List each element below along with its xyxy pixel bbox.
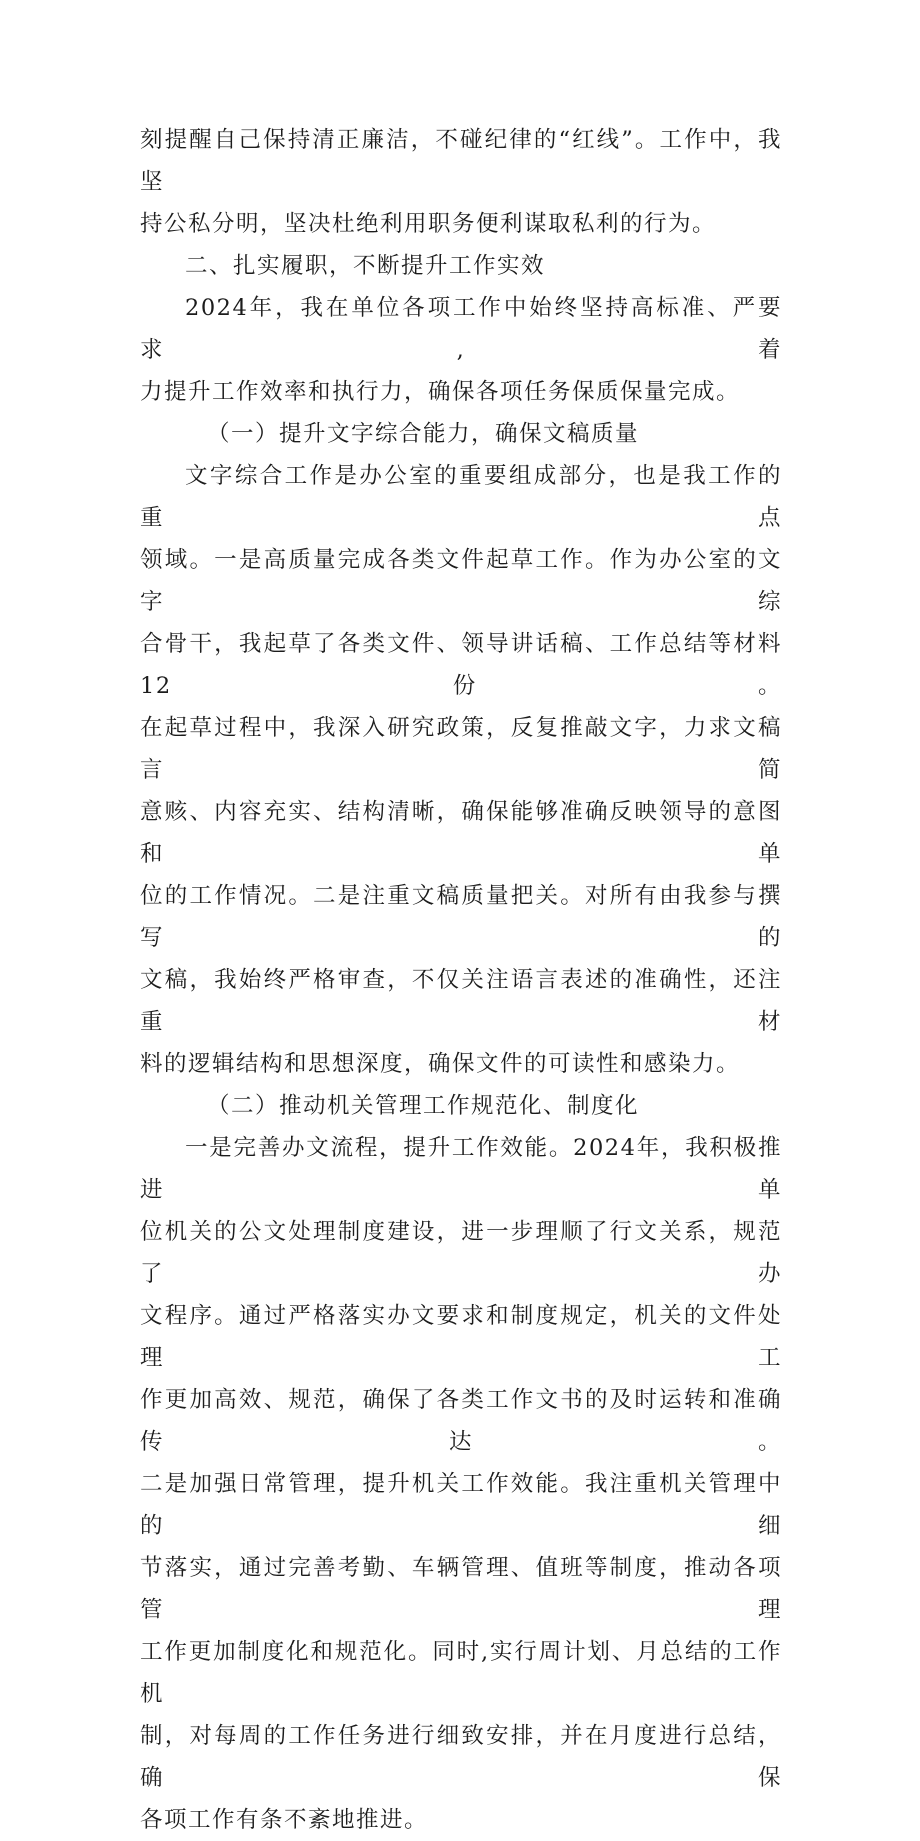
body-paragraph: [140, 1127, 782, 1841]
text-line: 在起草过程中，我深入研究政策，反复推敲文字，力求文稿言简: [140, 715, 782, 783]
section-heading: [140, 245, 782, 287]
subsection-heading: [140, 1085, 782, 1127]
text-line: 2024年，我在单位各项工作中始终坚持高标准、严要求,着: [140, 295, 782, 363]
subsection-heading-text: （二）推动机关管理工作规范化、制度化: [207, 1093, 640, 1119]
document-body: [140, 119, 782, 1841]
text-line: 位机关的公文处理制度建设，进一步理顺了行文关系，规范了办: [140, 1219, 782, 1287]
text-line: 意赅、内容充实、结构清晰，确保能够准确反映领导的意图和单: [140, 799, 782, 867]
subsection-heading-text: （一）提升文字综合能力，确保文稿质量: [207, 421, 640, 447]
text-line: 各项工作有条不紊地推进。: [140, 1807, 429, 1833]
text-line: 二是加强日常管理，提升机关工作效能。我注重机关管理中的细: [140, 1471, 782, 1539]
text-line: 料的逻辑结构和思想深度，确保文件的可读性和感染力。: [140, 1051, 741, 1077]
text-line: 刻提醒自己保持清正廉洁，不碰纪律的“红线”。工作中，我坚: [140, 127, 782, 195]
text-line: 节落实，通过完善考勤、车辆管理、值班等制度，推动各项管理: [140, 1555, 782, 1623]
text-line: 工作更加制度化和规范化。同时,实行周计划、月总结的工作机: [140, 1639, 782, 1707]
text-line: 文程序。通过严格落实办文要求和制度规定，机关的文件处理工: [140, 1303, 782, 1371]
subsection-heading: [140, 413, 782, 455]
section-heading-text: 二、扎实履职，不断提升工作实效: [185, 253, 546, 279]
body-paragraph: [140, 455, 782, 1085]
text-line: 作更加高效、规范，确保了各类工作文书的及时运转和准确传达。: [140, 1387, 782, 1455]
text-line: 文字综合工作是办公室的重要组成部分，也是我工作的重点: [140, 463, 782, 531]
text-line: 位的工作情况。二是注重文稿质量把关。对所有由我参与撰写的: [140, 883, 782, 951]
continuation-paragraph: [140, 119, 782, 245]
text-line: 领域。一是高质量完成各类文件起草工作。作为办公室的文字综: [140, 547, 782, 615]
body-paragraph: [140, 287, 782, 413]
text-line: 文稿，我始终严格审查，不仅关注语言表述的准确性，还注重材: [140, 967, 782, 1035]
text-line: 力提升工作效率和执行力，确保各项任务保质保量完成。: [140, 379, 741, 405]
text-line: 一是完善办文流程，提升工作效能。2024年，我积极推进单: [140, 1135, 782, 1203]
text-line: 持公私分明，坚决杜绝利用职务便利谋取私利的行为。: [140, 211, 717, 237]
text-line: 合骨干，我起草了各类文件、领导讲话稿、工作总结等材料12份。: [140, 631, 782, 699]
text-line: 制，对每周的工作任务进行细致安排，并在月度进行总结，确保: [140, 1723, 782, 1791]
